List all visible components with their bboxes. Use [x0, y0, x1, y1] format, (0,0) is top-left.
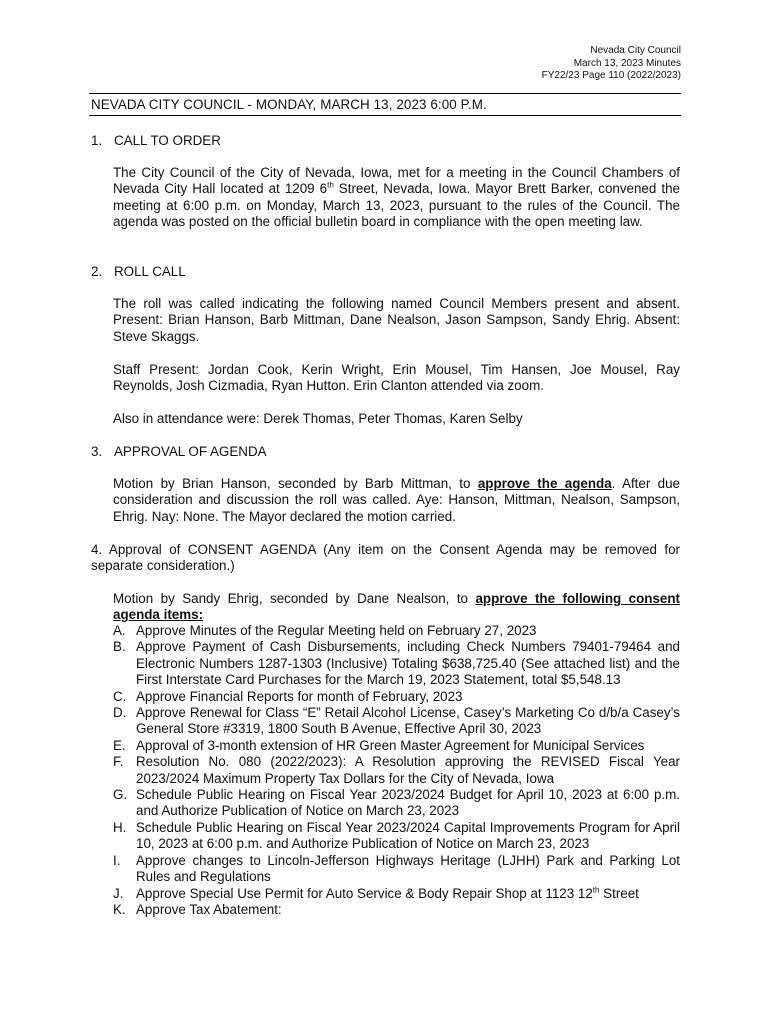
paragraph-text: The City Council of the City of Nevada, Iowa, met for a meeting in the Council Chambers of Nevada City Hall located at 1209 6 — [113, 165, 680, 197]
title-rule-top — [89, 93, 681, 94]
consent-item-text — [136, 902, 680, 918]
consent-item-body: Approval of 3-month extension of HR Green Master Agreement for Municipal Services — [136, 737, 645, 753]
consent-items-list — [113, 623, 680, 918]
consent-item-body: Approve Special Use Permit for Auto Service & Body Repair Shop at 1123 12 — [136, 885, 593, 901]
section-heading-call-to-order — [91, 133, 221, 148]
approval-agenda-paragraph — [113, 476, 680, 525]
consent-item — [113, 738, 680, 754]
section-heading-approval-of-agenda — [91, 444, 267, 459]
section-number: 3. — [91, 444, 103, 459]
page-header — [542, 45, 681, 83]
consent-item — [113, 820, 680, 853]
consent-item — [113, 853, 680, 886]
section-title: CALL TO ORDER — [114, 133, 221, 148]
motion-emphasis: approve the agenda — [477, 476, 612, 491]
attendance-paragraph: Also in attendance were: Derek Thomas, Peter Thomas, Karen Selby — [113, 411, 523, 426]
consent-item — [113, 902, 680, 918]
consent-item-body: Approve Financial Reports for month of February, 2023 — [136, 688, 463, 704]
section-number: 1. — [91, 133, 103, 148]
consent-item-text — [136, 820, 680, 853]
paragraph-text: . After due consideration and discussion the roll was called. Aye: Hanson, Mittman, Nealson, Sampson, Ehrig. Nay: None. The Mayor declared the motion carried. — [113, 476, 681, 524]
superscript: th — [592, 885, 600, 895]
consent-item-text — [136, 886, 680, 902]
consent-item-text — [136, 639, 680, 688]
header-council: Nevada City Council — [590, 45, 681, 56]
consent-item-body: Approve Minutes of the Regular Meeting held on February 27, 2023 — [136, 623, 537, 638]
superscript: th — [327, 180, 334, 190]
consent-item-body: Approve Tax Abatement: — [136, 901, 282, 917]
header-minutes-date: March 13, 2023 Minutes — [573, 57, 681, 69]
consent-item-text — [136, 623, 680, 639]
consent-item-body: Approve Renewal for Class “E” Retail Alcohol License, Casey’s Marketing Co d/b/a Casey’s General Store #3319, 1800 South B Avenue, Effective April 30, 2023 — [136, 705, 680, 737]
paragraph-text: Motion by Sandy Ehrig, seconded by Dane Nealson, to — [113, 591, 476, 606]
consent-motion-paragraph — [113, 591, 680, 624]
consent-item-text — [136, 853, 680, 886]
consent-item — [113, 754, 680, 787]
consent-item-body: Approve changes to Lincoln-Jefferson Highways Heritage (LJHH) Park and Parking Lot Rules and Regulations — [136, 852, 680, 885]
consent-item-text — [136, 754, 680, 787]
section-title: ROLL CALL — [114, 264, 186, 279]
section-heading-roll-call — [91, 264, 186, 279]
consent-item-text — [136, 705, 680, 738]
consent-item — [113, 689, 680, 705]
consent-item — [113, 623, 680, 639]
call-to-order-paragraph — [113, 165, 680, 231]
roll-call-paragraph: The roll was called indicating the following named Council Members present and absent. Present: Brian Hanson, Barb Mittman, Dane Nealson, Jason Sampson, Sandy Ehrig. Absent: Steve Skaggs. — [113, 296, 680, 344]
staff-present-paragraph: Staff Present: Jordan Cook, Kerin Wright, Erin Mousel, Tim Hansen, Joe Mousel, Ray Reynolds, Josh Cizmadia, Ryan Hutton. Erin Clanton attended via zoom. — [113, 362, 680, 394]
consent-item-text — [136, 738, 680, 754]
consent-item — [113, 639, 680, 688]
consent-item-body: Street — [599, 885, 639, 901]
section-title: APPROVAL OF AGENDA — [114, 444, 267, 459]
consent-agenda-heading: 4. Approval of CONSENT AGENDA (Any item on the Consent Agenda may be removed for separate consideration.) — [91, 542, 680, 574]
consent-item-text — [136, 689, 680, 705]
header-page-number: FY22/23 Page 110 (2022/2023) — [541, 70, 681, 81]
document-title: NEVADA CITY COUNCIL - MONDAY, MARCH 13, 2023 6:00 P.M. — [91, 97, 487, 112]
consent-item-letter: K. — [113, 901, 126, 917]
consent-item-letter: C. — [113, 688, 127, 704]
paragraph-text: Motion by Brian Hanson, seconded by Barb Mittman, to — [113, 476, 478, 491]
consent-item-letter: B. — [113, 639, 126, 655]
consent-item-letter: G. — [113, 787, 128, 803]
consent-item-letter: H. — [113, 819, 127, 835]
title-rule-bottom — [89, 115, 681, 116]
consent-item — [113, 705, 680, 738]
paragraph-text: Street, Nevada, Iowa. Mayor Brett Barker, convened the meeting at 6:00 p.m. on Monday, March 13, 2023, pursuant to the rules of the Council. The agenda was posted on the official bulletin board in compliance with the open meeting law. — [113, 181, 680, 230]
consent-item-letter: I. — [113, 852, 121, 868]
consent-item-body: Resolution No. 080 (2022/2023): A Resolution approving the REVISED Fiscal Year 2023/2024 Maximum Property Tax Dollars for the City of Nevada, Iowa — [136, 754, 680, 786]
consent-item-letter: J. — [113, 885, 124, 901]
section-number: 2. — [91, 264, 103, 279]
motion-emphasis: approve the following consent agenda items: — [113, 591, 681, 623]
consent-item-letter: E. — [113, 737, 126, 753]
consent-item-letter: D. — [113, 705, 127, 721]
consent-item-letter: A. — [113, 623, 126, 638]
consent-item-letter: F. — [113, 754, 124, 770]
consent-item — [113, 787, 680, 820]
consent-item-body: Schedule Public Hearing on Fiscal Year 2023/2024 Budget for April 10, 2023 at 6:00 p.m. and Authorize Publication of Notice on March 23, 2023 — [136, 787, 680, 819]
consent-item — [113, 886, 680, 902]
consent-item-body: Schedule Public Hearing on Fiscal Year 2023/2024 Capital Improvements Program for April 10, 2023 at 6:00 p.m. and Authorize Publication of Notice on March 23, 2023 — [136, 819, 680, 852]
consent-item-text — [136, 787, 680, 820]
consent-item-body: Approve Payment of Cash Disbursements, including Check Numbers 79401-79464 and Electronic Numbers 1287-1303 (Inclusive) Totaling $638,725.40 (See attached list) and the First Interstate Card Purchases for the March 19, 2023 Statement, total $5,548.13 — [136, 639, 680, 688]
